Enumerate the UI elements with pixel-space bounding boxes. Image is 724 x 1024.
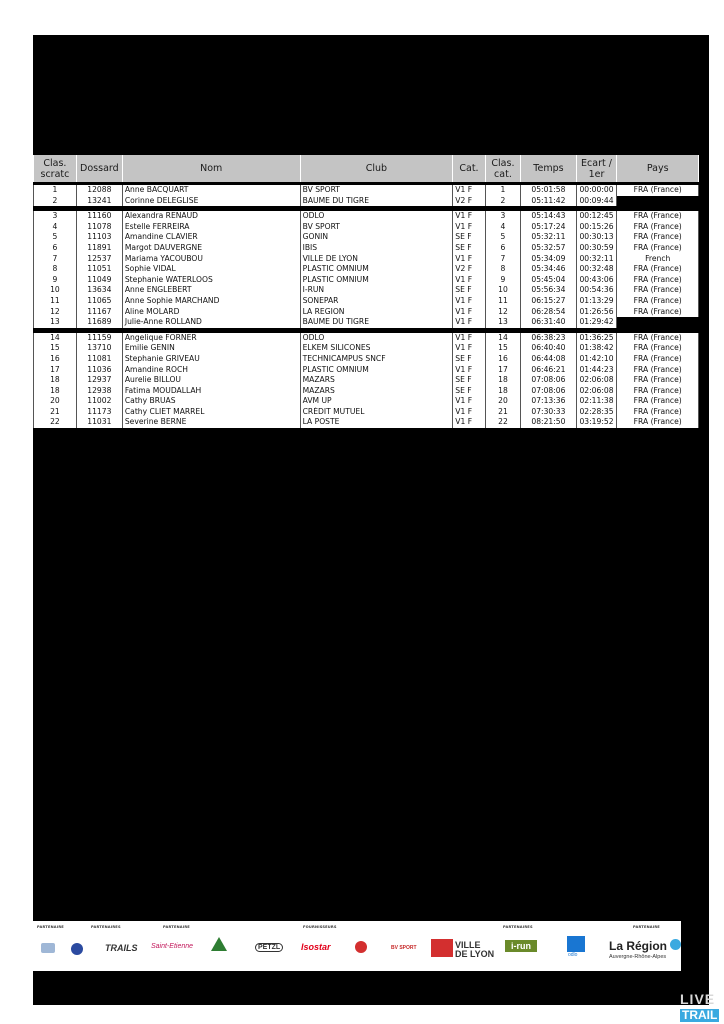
cell-category: V1 F (453, 343, 485, 354)
cell-bib: 11173 (76, 407, 122, 418)
cell-time: 07:13:36 (521, 396, 576, 407)
cell-country (617, 196, 699, 207)
cell-category-rank: 16 (485, 354, 521, 365)
cell-bib: 11891 (76, 243, 122, 254)
cell-rank: 21 (34, 407, 77, 418)
cell-gap: 02:11:38 (576, 396, 617, 407)
cell-bib: 11159 (76, 333, 122, 344)
cell-category: SE F (453, 285, 485, 296)
cell-category-rank: 17 (485, 365, 521, 376)
cell-category-rank: 15 (485, 343, 521, 354)
cell-country: FRA (France) (617, 307, 699, 318)
cell-name: Stephanie GRIVEAU (122, 354, 300, 365)
cell-bib: 11051 (76, 264, 122, 275)
cell-name: Anne ENGLEBERT (122, 285, 300, 296)
cell-rank: 7 (34, 254, 77, 265)
table-row[interactable] (34, 232, 699, 243)
cell-category-rank: 22 (485, 417, 521, 428)
cell-rank: 4 (34, 222, 77, 233)
cell-gap: 00:30:13 (576, 232, 617, 243)
table-row[interactable] (34, 396, 699, 407)
header-nom[interactable]: Nom (122, 155, 300, 182)
results-table (33, 155, 699, 428)
cell-time: 06:44:08 (521, 354, 576, 365)
results-page (33, 35, 709, 1005)
cell-rank: 13 (34, 317, 77, 328)
cell-time: 05:01:58 (521, 185, 576, 196)
cell-rank: 12 (34, 307, 77, 318)
cell-club: PLASTIC OMNIUM (300, 365, 453, 376)
cell-category: V1 F (453, 211, 485, 222)
cell-category: V2 F (453, 264, 485, 275)
cell-club: MAZARS (300, 386, 453, 397)
cell-country: FRA (France) (617, 243, 699, 254)
cell-name: Sophie VIDAL (122, 264, 300, 275)
cell-country (617, 317, 699, 328)
cell-name: Aurelie BILLOU (122, 375, 300, 386)
cell-category: V1 F (453, 417, 485, 428)
cell-bib: 11036 (76, 365, 122, 376)
cell-category: V1 F (453, 365, 485, 376)
sponsor-logo-icon (355, 941, 367, 953)
cell-name: Anne Sophie MARCHAND (122, 296, 300, 307)
sponsor-logo-icon (211, 937, 227, 951)
livetrail-logo (680, 991, 718, 1024)
sponsor-logo-la-region: La Région (609, 939, 668, 953)
sponsor-logo-trails: TRAILS (105, 943, 138, 953)
cell-category: V1 F (453, 275, 485, 286)
cell-category: V1 F (453, 296, 485, 307)
cell-name: Estelle FERREIRA (122, 222, 300, 233)
table-row[interactable] (34, 211, 699, 222)
cell-time: 05:14:43 (521, 211, 576, 222)
cell-rank: 22 (34, 417, 77, 428)
results-table-wrap (33, 155, 699, 428)
table-header-row (34, 155, 699, 182)
cell-category: SE F (453, 243, 485, 254)
cell-name: Amandine CLAVIER (122, 232, 300, 243)
table-row[interactable] (34, 307, 699, 318)
table-row[interactable] (34, 407, 699, 418)
cell-time: 05:34:09 (521, 254, 576, 265)
cell-club: CRÉDIT MUTUEL (300, 407, 453, 418)
cell-bib: 11031 (76, 417, 122, 428)
cell-time: 07:30:33 (521, 407, 576, 418)
cell-name: Emilie GENIN (122, 343, 300, 354)
cell-gap: 02:06:08 (576, 386, 617, 397)
cell-club: ODLO (300, 211, 453, 222)
cell-rank: 6 (34, 243, 77, 254)
cell-category: SE F (453, 375, 485, 386)
table-row[interactable] (34, 296, 699, 307)
cell-time: 05:32:57 (521, 243, 576, 254)
cell-country: FRA (France) (617, 354, 699, 365)
cell-time: 05:32:11 (521, 232, 576, 243)
cell-gap: 00:54:36 (576, 285, 617, 296)
cell-country: FRA (France) (617, 296, 699, 307)
cell-bib: 11103 (76, 232, 122, 243)
cell-bib: 11049 (76, 275, 122, 286)
cell-rank: 15 (34, 343, 77, 354)
cell-club: BAUME DU TIGRE (300, 317, 453, 328)
cell-bib: 12088 (76, 185, 122, 196)
cell-category-rank: 9 (485, 275, 521, 286)
cell-club: IBIS (300, 243, 453, 254)
cell-country: FRA (France) (617, 211, 699, 222)
table-row[interactable] (34, 333, 699, 344)
cell-rank: 17 (34, 365, 77, 376)
cell-category-rank: 5 (485, 232, 521, 243)
cell-rank: 16 (34, 354, 77, 365)
cell-country: FRA (France) (617, 396, 699, 407)
cell-bib: 11689 (76, 317, 122, 328)
cell-rank: 8 (34, 264, 77, 275)
cell-country: FRA (France) (617, 407, 699, 418)
cell-category: SE F (453, 386, 485, 397)
table-row[interactable] (34, 417, 699, 428)
cell-name: Anne BACQUART (122, 185, 300, 196)
cell-time: 05:11:42 (521, 196, 576, 207)
sponsor-category: PARTENAIRE (163, 925, 190, 929)
cell-name: Margot DAUVERGNE (122, 243, 300, 254)
cell-rank: 11 (34, 296, 77, 307)
cell-category-rank: 14 (485, 333, 521, 344)
cell-gap: 02:28:35 (576, 407, 617, 418)
cell-gap: 00:00:00 (576, 185, 617, 196)
sponsor-logo-bv-sport: BV SPORT (391, 945, 417, 951)
cell-club: ELKEM SILICONES (300, 343, 453, 354)
cell-gap: 01:29:42 (576, 317, 617, 328)
sponsor-logo-icon (41, 943, 55, 953)
header-pays[interactable]: Pays (617, 155, 699, 182)
sponsor-logo-region-sub: Auvergne-Rhône-Alpes (609, 954, 667, 960)
cell-category: V2 F (453, 196, 485, 207)
cell-name: Angelique FORNER (122, 333, 300, 344)
cell-category-rank: 2 (485, 196, 521, 207)
cell-club: I-RUN (300, 285, 453, 296)
table-row[interactable] (34, 196, 699, 207)
cell-gap: 00:30:59 (576, 243, 617, 254)
table-row[interactable] (34, 285, 699, 296)
cell-rank: 5 (34, 232, 77, 243)
header-ecart[interactable]: Ecart / 1er (576, 155, 617, 182)
cell-name: Alexandra RENAUD (122, 211, 300, 222)
cell-category-rank: 1 (485, 185, 521, 196)
cell-rank: 9 (34, 275, 77, 286)
cell-country: FRA (France) (617, 232, 699, 243)
cell-name: Stephanie WATERLOOS (122, 275, 300, 286)
cell-bib: 11167 (76, 307, 122, 318)
cell-category: SE F (453, 232, 485, 243)
cell-club: LA REGION (300, 307, 453, 318)
cell-country: FRA (France) (617, 264, 699, 275)
sponsor-logo-petzl: PETZL (255, 943, 283, 952)
cell-club: AVM UP (300, 396, 453, 407)
cell-country: FRA (France) (617, 222, 699, 233)
cell-time: 05:45:04 (521, 275, 576, 286)
sponsor-strip (33, 921, 681, 971)
cell-category-rank: 21 (485, 407, 521, 418)
cell-rank: 20 (34, 396, 77, 407)
table-row[interactable] (34, 254, 699, 265)
cell-gap: 01:26:56 (576, 307, 617, 318)
cell-time: 06:28:54 (521, 307, 576, 318)
cell-gap: 01:13:29 (576, 296, 617, 307)
cell-category: V1 F (453, 407, 485, 418)
header-cat[interactable]: Cat. (453, 155, 485, 182)
header-clas-scratch[interactable]: Clas. scratc (34, 155, 77, 182)
region-icon (670, 939, 681, 950)
cell-category: V1 F (453, 333, 485, 344)
header-temps[interactable]: Temps (521, 155, 576, 182)
sponsor-category: PARTENAIRE (633, 925, 660, 929)
cell-country: French (617, 254, 699, 265)
cell-gap: 00:43:06 (576, 275, 617, 286)
sponsor-category: PARTENAIRE (37, 925, 64, 929)
cell-name: Amandine ROCH (122, 365, 300, 376)
cell-time: 06:40:40 (521, 343, 576, 354)
cell-bib: 13241 (76, 196, 122, 207)
cell-bib: 11081 (76, 354, 122, 365)
cell-club: GONIN (300, 232, 453, 243)
cell-bib: 13710 (76, 343, 122, 354)
cell-category: V1 F (453, 317, 485, 328)
cell-name: Fatima MOUDALLAH (122, 386, 300, 397)
cell-rank: 3 (34, 211, 77, 222)
cell-bib: 11065 (76, 296, 122, 307)
cell-gap: 00:09:44 (576, 196, 617, 207)
cell-time: 06:31:40 (521, 317, 576, 328)
cell-category: V1 F (453, 222, 485, 233)
table-row[interactable] (34, 343, 699, 354)
cell-country: FRA (France) (617, 386, 699, 397)
cell-bib: 12937 (76, 375, 122, 386)
cell-category-rank: 20 (485, 396, 521, 407)
cell-time: 06:15:27 (521, 296, 576, 307)
cell-gap: 00:32:11 (576, 254, 617, 265)
table-row[interactable] (34, 222, 699, 233)
cell-category: SE F (453, 354, 485, 365)
cell-time: 06:38:23 (521, 333, 576, 344)
table-row[interactable] (34, 365, 699, 376)
cell-club: PLASTIC OMNIUM (300, 264, 453, 275)
cell-name: Aline MOLARD (122, 307, 300, 318)
cell-gap: 00:32:48 (576, 264, 617, 275)
cell-country: FRA (France) (617, 285, 699, 296)
cell-gap: 03:19:52 (576, 417, 617, 428)
cell-category-rank: 4 (485, 222, 521, 233)
table-row[interactable] (34, 386, 699, 397)
header-club[interactable]: Club (300, 155, 453, 182)
cell-rank: 18 (34, 375, 77, 386)
cell-bib: 12938 (76, 386, 122, 397)
odlo-icon (567, 936, 585, 952)
cell-category-rank: 7 (485, 254, 521, 265)
cell-time: 05:56:34 (521, 285, 576, 296)
sponsor-logo-ville-de-lyon: VILLE DE LYON (455, 940, 495, 959)
cell-name: Julie-Anne ROLLAND (122, 317, 300, 328)
cell-club: ODLO (300, 333, 453, 344)
table-row[interactable] (34, 243, 699, 254)
sponsor-logo-saint-etienne: Saint-Etienne (151, 943, 194, 950)
cell-country: FRA (France) (617, 333, 699, 344)
cell-category: V1 F (453, 396, 485, 407)
cell-rank: 1 (34, 185, 77, 196)
cell-rank: 18 (34, 386, 77, 397)
livetrail-live-text: LIVE (680, 991, 716, 1007)
sponsor-category: PARTENAIRES (503, 925, 533, 929)
cell-country: FRA (France) (617, 375, 699, 386)
header-dossard[interactable]: Dossard (76, 155, 122, 182)
cell-category-rank: 12 (485, 307, 521, 318)
cell-time: 07:08:06 (521, 375, 576, 386)
table-row[interactable] (34, 317, 699, 328)
cell-time: 05:34:46 (521, 264, 576, 275)
sponsor-logo-i-run: i-run (505, 940, 537, 952)
cell-name: Severine BERNE (122, 417, 300, 428)
cell-country: FRA (France) (617, 275, 699, 286)
cell-time: 07:08:06 (521, 386, 576, 397)
sponsor-logo-odlo: odlo (568, 952, 578, 958)
cell-bib: 11160 (76, 211, 122, 222)
cell-club: TECHNICAMPUS SNCF (300, 354, 453, 365)
cell-name: Cathy CLIET MARREL (122, 407, 300, 418)
lyon-flag-icon (431, 939, 453, 957)
livetrail-trail-text: TRAIL (682, 1008, 718, 1022)
cell-club: PLASTIC OMNIUM (300, 275, 453, 286)
cell-club: MAZARS (300, 375, 453, 386)
cell-time: 05:17:24 (521, 222, 576, 233)
cell-gap: 02:06:08 (576, 375, 617, 386)
table-row[interactable] (34, 354, 699, 365)
cell-country: FRA (France) (617, 365, 699, 376)
cell-gap: 01:44:23 (576, 365, 617, 376)
cell-category-rank: 10 (485, 285, 521, 296)
cell-country: FRA (France) (617, 417, 699, 428)
cell-club: LA POSTE (300, 417, 453, 428)
cell-gap: 01:38:42 (576, 343, 617, 354)
cell-gap: 00:12:45 (576, 211, 617, 222)
table-row[interactable] (34, 275, 699, 286)
cell-gap: 00:15:26 (576, 222, 617, 233)
cell-time: 08:21:50 (521, 417, 576, 428)
cell-club: BAUME DU TIGRE (300, 196, 453, 207)
cell-bib: 11078 (76, 222, 122, 233)
cell-category-rank: 18 (485, 375, 521, 386)
sponsor-logo-icon (71, 943, 83, 955)
cell-country: FRA (France) (617, 185, 699, 196)
cell-bib: 13634 (76, 285, 122, 296)
sponsor-category: PARTENAIRES (91, 925, 121, 929)
cell-rank: 2 (34, 196, 77, 207)
cell-category-rank: 8 (485, 264, 521, 275)
cell-rank: 14 (34, 333, 77, 344)
cell-name: Mariama YACOUBOU (122, 254, 300, 265)
cell-gap: 01:36:25 (576, 333, 617, 344)
cell-category: V1 F (453, 185, 485, 196)
cell-category-rank: 18 (485, 386, 521, 397)
cell-bib: 12537 (76, 254, 122, 265)
cell-country: FRA (France) (617, 343, 699, 354)
cell-name: Corinne DELEGLISE (122, 196, 300, 207)
cell-gap: 01:42:10 (576, 354, 617, 365)
cell-club: BV SPORT (300, 222, 453, 233)
cell-rank: 10 (34, 285, 77, 296)
sponsor-logo-isostar: Isostar (301, 942, 331, 952)
table-row[interactable] (34, 264, 699, 275)
cell-club: VILLE DE LYON (300, 254, 453, 265)
header-clas-cat[interactable]: Clas. cat. (485, 155, 521, 182)
cell-category: V1 F (453, 254, 485, 265)
cell-category-rank: 13 (485, 317, 521, 328)
cell-time: 06:46:21 (521, 365, 576, 376)
cell-name: Cathy BRUAS (122, 396, 300, 407)
table-row[interactable] (34, 375, 699, 386)
sponsor-category: FOURNISSEURS (303, 925, 337, 929)
cell-category-rank: 11 (485, 296, 521, 307)
cell-bib: 11002 (76, 396, 122, 407)
cell-club: SONEPAR (300, 296, 453, 307)
cell-category-rank: 3 (485, 211, 521, 222)
table-row[interactable] (34, 185, 699, 196)
results-body (34, 182, 699, 428)
cell-category: V1 F (453, 307, 485, 318)
cell-category-rank: 6 (485, 243, 521, 254)
cell-club: BV SPORT (300, 185, 453, 196)
